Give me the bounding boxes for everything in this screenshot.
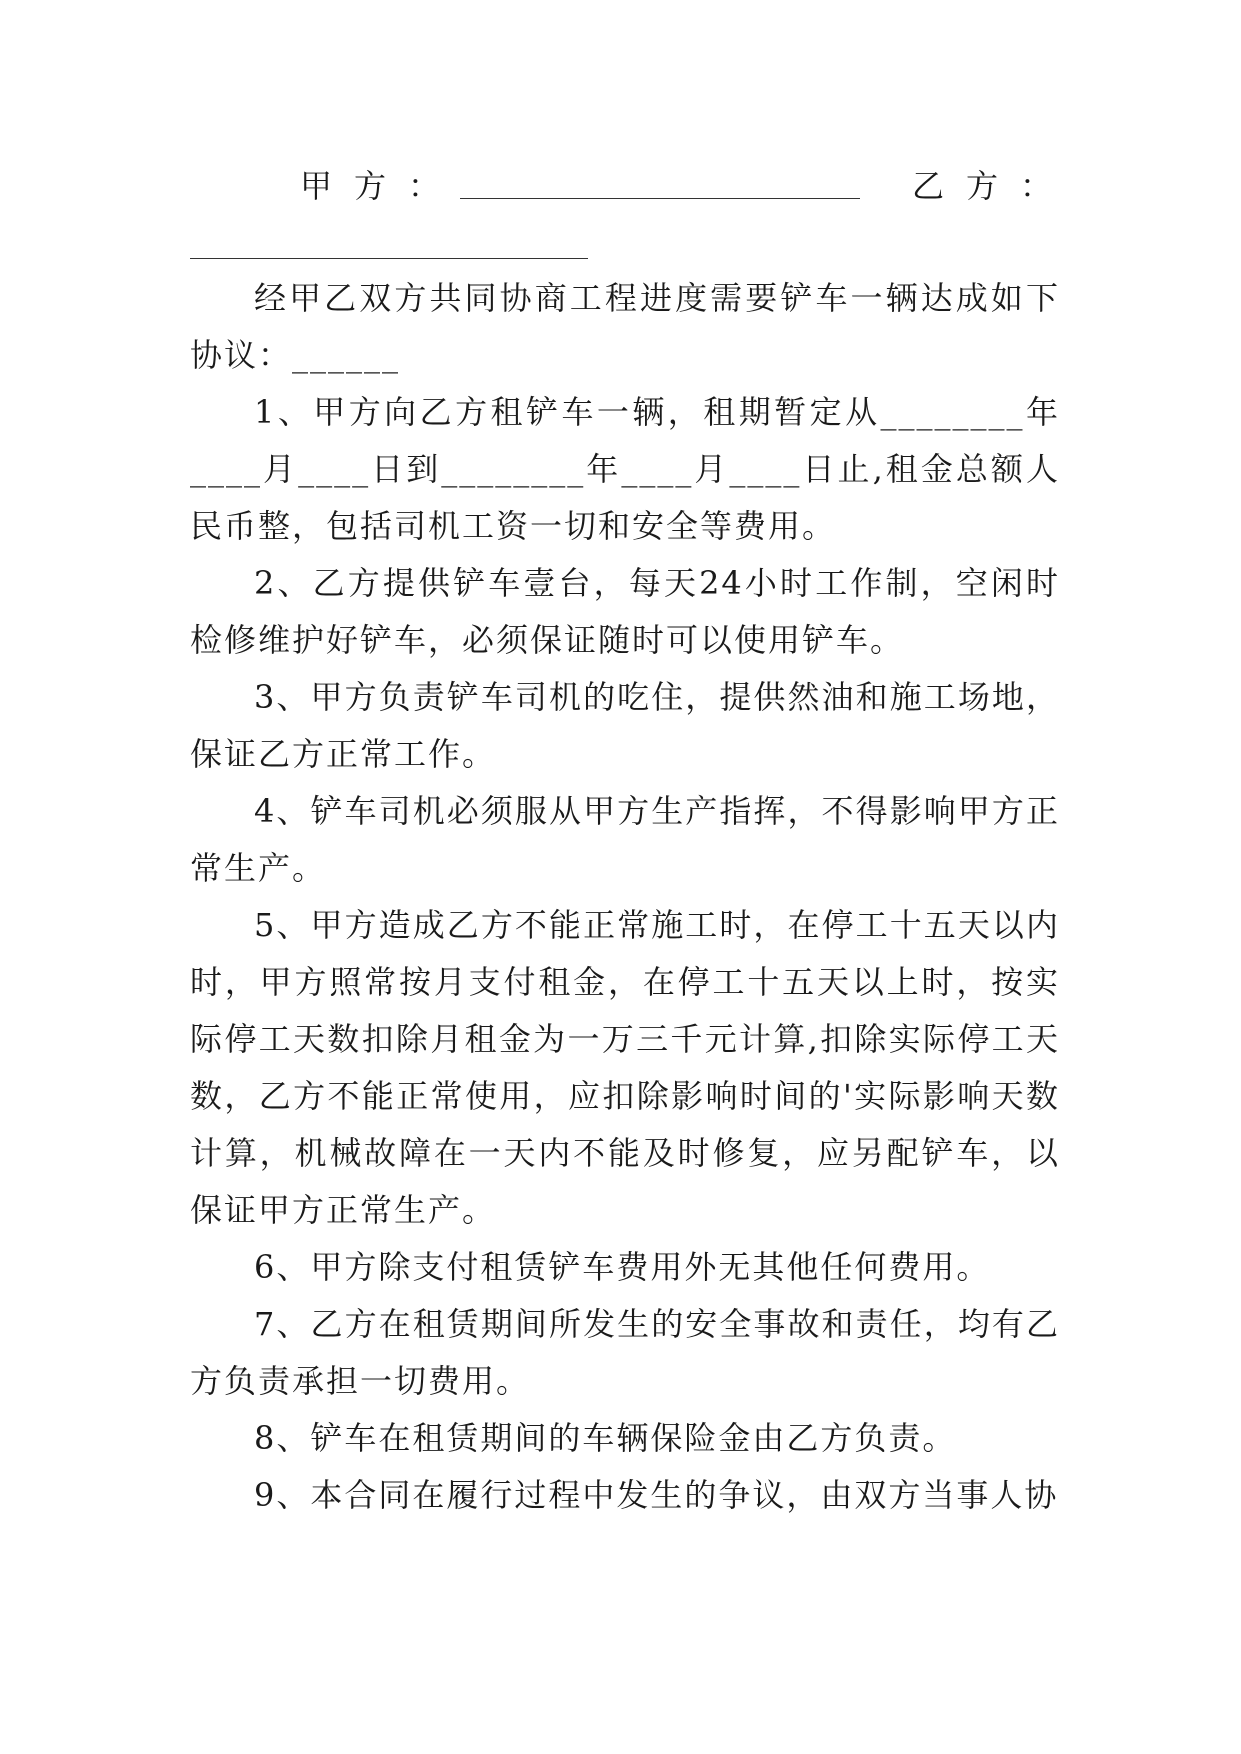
clause-text: 5、甲方造成乙方不能正常施工时，在停工十五天以内时，甲方照常按月支付租金，在停工十五天以上时，按实际停工天数扣除月租金为一万三千元计算,扣除实际停工天数，乙方不能正常使用，应扣除影响时间的'实际影响天数计算，机械故障在一天内不能及时修复，应另配铲车，以保证甲方正常生产。 — [190, 906, 1060, 1229]
party-b-blank — [190, 258, 588, 259]
clause-9 — [190, 1467, 1060, 1524]
party-a-blank — [460, 198, 860, 199]
clause-text: 8、铲车在租赁期间的车辆保险金由乙方负责。 — [254, 1419, 957, 1457]
clause-text: 2、乙方提供铲车壹台，每天24小时工作制，空闲时检修维护好铲车，必须保证随时可以使用铲车。 — [190, 564, 1060, 659]
intro-paragraph — [190, 270, 1060, 384]
clause-text: 4、铲车司机必须服从甲方生产指挥，不得影响甲方正常生产。 — [190, 792, 1060, 887]
clause-1 — [190, 384, 1060, 555]
party-b-label: 乙方： — [912, 167, 1075, 205]
clause-text: 7、乙方在租赁期间所发生的安全事故和责任，均有乙方负责承担一切费用。 — [190, 1305, 1060, 1400]
party-a-label: 甲方： — [300, 167, 463, 205]
clause-text: 1、甲方向乙方租铲车一辆，租期暂定从________年____月____日到________年____月____日止,租金总额人民币整，包括司机工资一切和安全等费用。 — [190, 393, 1060, 545]
clause-2 — [190, 555, 1060, 669]
clause-text: 9、本合同在履行过程中发生的争议，由双方当事人协 — [254, 1476, 1059, 1514]
clause-5 — [190, 897, 1060, 1239]
clause-3 — [190, 669, 1060, 783]
clause-6 — [190, 1239, 1060, 1296]
clause-4 — [190, 783, 1060, 897]
clause-8 — [190, 1410, 1060, 1467]
clause-7 — [190, 1296, 1060, 1410]
intro-text: 经甲乙双方共同协商工程进度需要铲车一辆达成如下协议：______ — [190, 279, 1060, 374]
clause-text: 3、甲方负责铲车司机的吃住，提供然油和施工场地，保证乙方正常工作。 — [190, 678, 1060, 773]
clause-text: 6、甲方除支付租赁铲车费用外无其他任何费用。 — [254, 1248, 991, 1286]
